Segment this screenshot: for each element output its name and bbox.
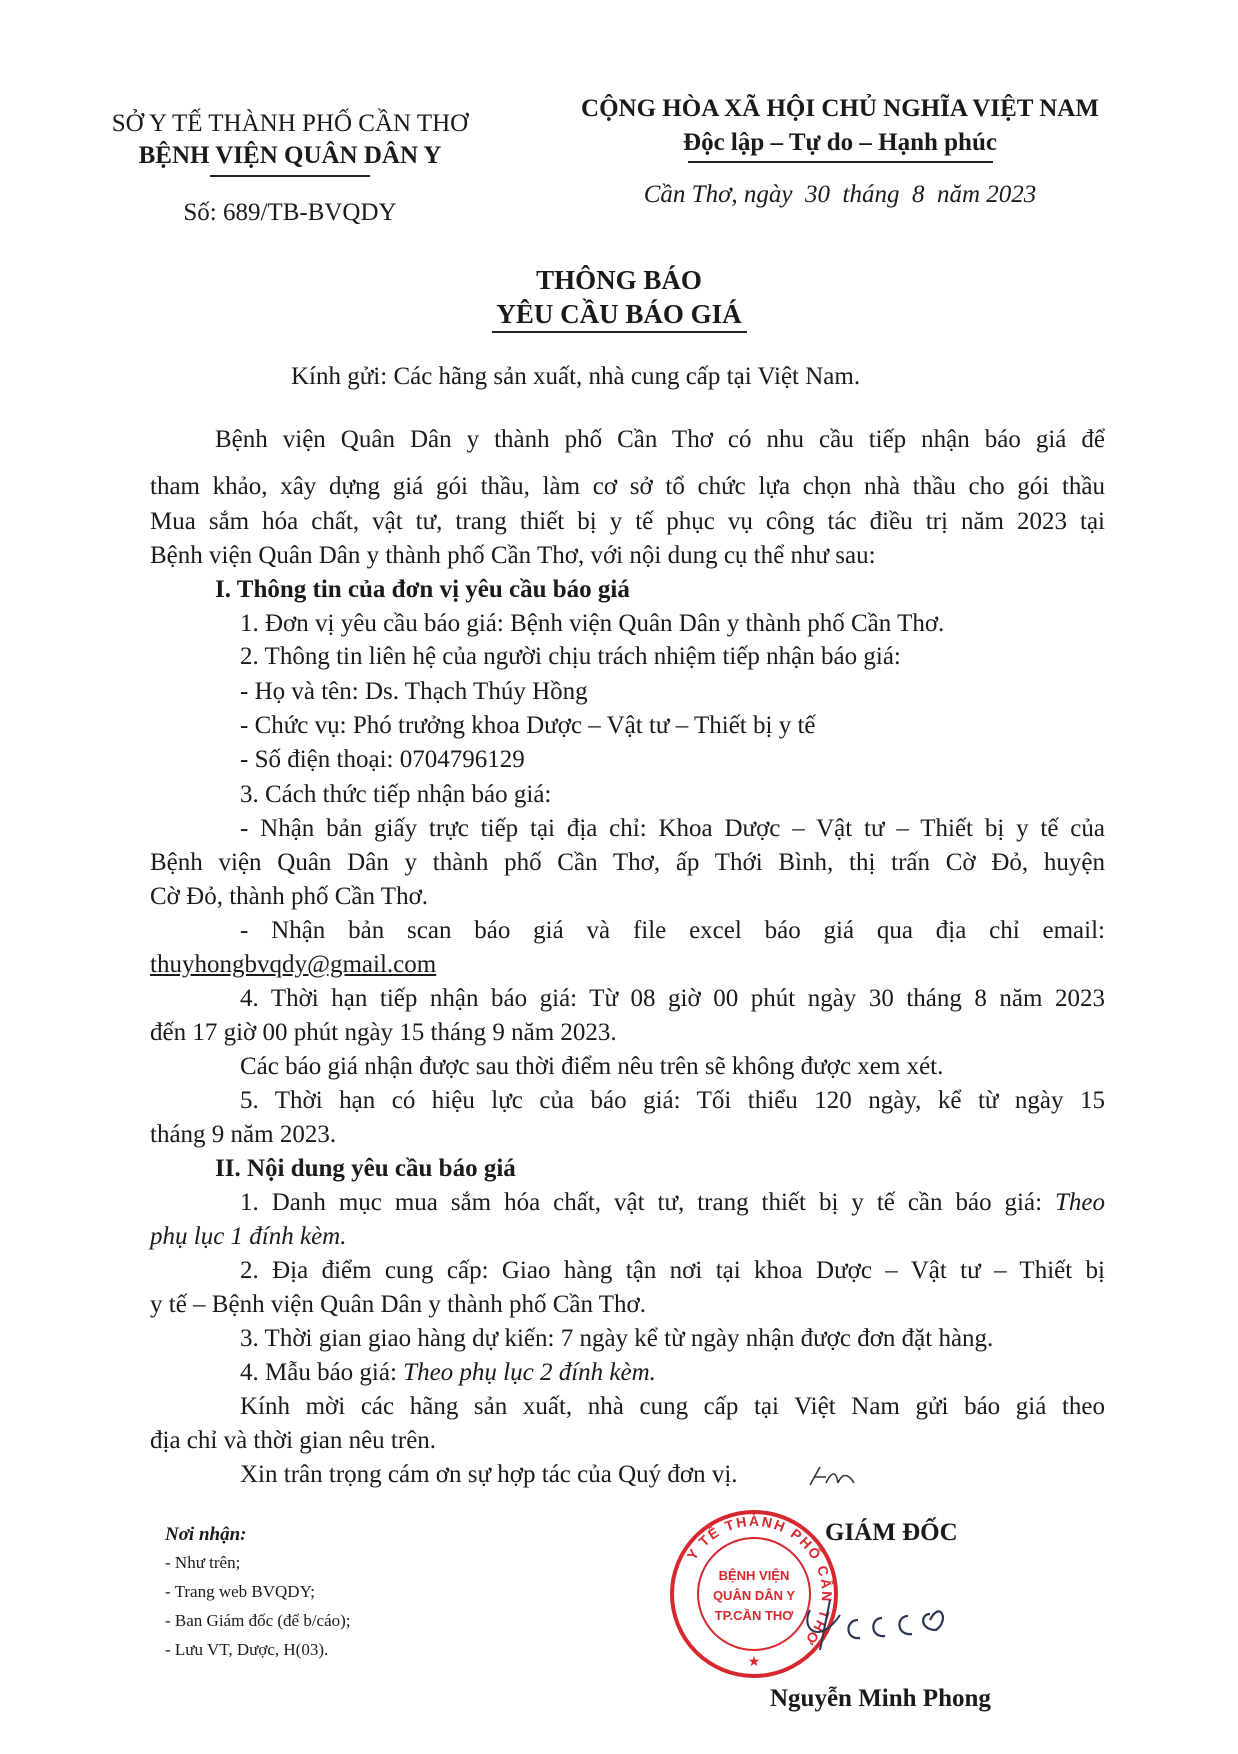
recipient-item: - Như trên; xyxy=(165,1553,241,1572)
email-address[interactable]: thuyhongbvqdy@gmail.com xyxy=(150,951,437,978)
intro-line-2: tham khảo, xây dựng giá gói thầu, làm cơ sở tổ chức lựa chọn nhà thầu cho gói thầu xyxy=(150,473,1105,500)
recipients-block xyxy=(165,1520,351,1663)
header-right xyxy=(540,92,1140,212)
section2-item4-ref: Theo phụ lục 2 đính kèm. xyxy=(403,1359,656,1386)
date-line: Cần Thơ, ngày 30 tháng 8 năm 2023 xyxy=(643,180,1037,208)
section2-item2-line1: 2. Địa điểm cung cấp: Giao hàng tận nơi tại khoa Dược – Vật tư – Thiết bị xyxy=(240,1257,1105,1284)
recipient-item: - Ban Giám đốc (để b/cáo); xyxy=(165,1611,351,1630)
hospital-name xyxy=(95,140,485,172)
intro-line-4: Bệnh viện Quân Dân y thành phố Cần Thơ, với nội dung cụ thể như sau: xyxy=(150,542,876,569)
motto: Độc lập – Tự do – Hạnh phúc xyxy=(683,129,997,156)
svg-text:★: ★ xyxy=(747,1653,761,1669)
header-left xyxy=(95,108,485,229)
invitation-line2: địa chỉ và thời gian nêu trên. xyxy=(150,1427,437,1454)
signer-title: GIÁM ĐỐC xyxy=(825,1519,958,1546)
section1-item4-note: Các báo giá nhận được sau thời điểm nêu trên sẽ không được xem xét. xyxy=(240,1053,944,1080)
invitation-line1: Kính mời các hãng sản xuất, nhà cung cấp tại Việt Nam gửi báo giá theo xyxy=(240,1393,1105,1420)
scan-line1: - Nhận bản scan báo giá và file excel báo giá qua địa chỉ email: xyxy=(240,917,1105,944)
paper-address-line2: Bệnh viện Quân Dân y thành phố Cần Thơ, ấp Thới Bình, thị trấn Cờ Đỏ, huyện xyxy=(150,849,1105,876)
recipient-item: - Lưu VT, Dược, H(03). xyxy=(165,1640,329,1659)
section1-heading: I. Thông tin của đơn vị yêu cầu báo giá xyxy=(215,576,630,603)
section1-item1: 1. Đơn vị yêu cầu báo giá: Bệnh viện Quân Dân y thành phố Cần Thơ. xyxy=(240,610,945,637)
initials-scribble xyxy=(808,1463,858,1489)
section2-item3: 3. Thời gian giao hàng dự kiến: 7 ngày kể từ ngày nhận được đơn đặt hàng. xyxy=(240,1325,994,1352)
paper-address-line3: Cờ Đỏ, thành phố Cần Thơ. xyxy=(150,883,429,910)
hospital-name-text: BỆNH VIỆN QUÂN DÂN Y xyxy=(138,142,442,169)
section1-item2: 2. Thông tin liên hệ của người chịu trách nhiệm tiếp nhận báo giá: xyxy=(240,643,901,670)
recipients-heading: Nơi nhận: xyxy=(165,1524,247,1545)
intro-line-3: Mua sắm hóa chất, vật tư, trang thiết bị y tế phục vụ công tác điều trị năm 2023 tại xyxy=(150,508,1105,535)
contact-name: - Họ và tên: Ds. Thạch Thúy Hồng xyxy=(240,678,588,705)
section2-item2-line2: y tế – Bệnh viện Quân Dân y thành phố Cần Thơ. xyxy=(150,1291,647,1318)
recipient-item: - Trang web BVQDY; xyxy=(165,1582,316,1601)
recipient-line: Kính gửi: Các hãng sản xuất, nhà cung cấp tại Việt Nam. xyxy=(291,363,861,390)
department-name: SỞ Y TẾ THÀNH PHỐ CẦN THƠ xyxy=(111,110,469,137)
section2-item1-text: 1. Danh mục mua sắm hóa chất, vật tư, trang thiết bị y tế cần báo giá: xyxy=(240,1189,1055,1216)
document-number: Số: 689/TB-BVQDY xyxy=(183,198,397,226)
intro-line-1: Bệnh viện Quân Dân y thành phố Cần Thơ có nhu cầu tiếp nhận báo giá để xyxy=(215,426,1105,453)
underline-left xyxy=(210,175,370,177)
thanks-line: Xin trân trọng cám ơn sự hợp tác của Quý đơn vị. xyxy=(240,1461,738,1488)
underline-right xyxy=(688,161,993,163)
document-title xyxy=(0,263,1238,333)
title-underline xyxy=(492,331,747,333)
handwritten-signature xyxy=(790,1590,990,1660)
section1-item5-line1: 5. Thời hạn có hiệu lực của báo giá: Tối thiểu 120 ngày, kể từ ngày 15 xyxy=(240,1087,1105,1114)
stamp-ring-text: Y TẾ THÀNH PHỐ CẦN THƠ xyxy=(683,1512,836,1650)
contact-phone: - Số điện thoại: 0704796129 xyxy=(240,746,525,773)
contact-position: - Chức vụ: Phó trưởng khoa Dược – Vật tư – Thiết bị y tế xyxy=(240,712,816,739)
stamp-center-line3: TP.CẦN THƠ xyxy=(714,1608,794,1623)
section2-item1-line2: phụ lục 1 đính kèm. xyxy=(150,1223,347,1250)
section2-heading: II. Nội dung yêu cầu báo giá xyxy=(215,1155,516,1182)
section1-item4-line1: 4. Thời hạn tiếp nhận báo giá: Từ 08 giờ 00 phút ngày 30 tháng 8 năm 2023 xyxy=(240,985,1105,1012)
stamp-center-line1: BỆNH VIỆN xyxy=(718,1568,790,1583)
section1-item3: 3. Cách thức tiếp nhận báo giá: xyxy=(240,781,552,808)
country-name: CỘNG HÒA XÃ HỘI CHỦ NGHĨA VIỆT NAM xyxy=(581,95,1099,122)
title-line2: YÊU CẦU BÁO GIÁ xyxy=(496,299,742,329)
stamp-center-line2: QUÂN DÂN Y xyxy=(712,1588,796,1603)
section1-item4-line2: đến 17 giờ 00 phút ngày 15 tháng 9 năm 2023. xyxy=(150,1019,617,1046)
section2-item4-text: 4. Mẫu báo giá: xyxy=(240,1359,404,1386)
title-line1: THÔNG BÁO xyxy=(536,265,702,295)
section2-item4 xyxy=(240,1359,656,1387)
section2-item1-ref: Theo xyxy=(1055,1189,1105,1216)
section1-item5-line2: tháng 9 năm 2023. xyxy=(150,1121,337,1148)
section2-item1-line1 xyxy=(240,1189,1105,1217)
paper-address-line1: - Nhận bản giấy trực tiếp tại địa chỉ: Khoa Dược – Vật tư – Thiết bị y tế của xyxy=(240,815,1105,842)
signer-name: Nguyễn Minh Phong xyxy=(770,1685,991,1712)
